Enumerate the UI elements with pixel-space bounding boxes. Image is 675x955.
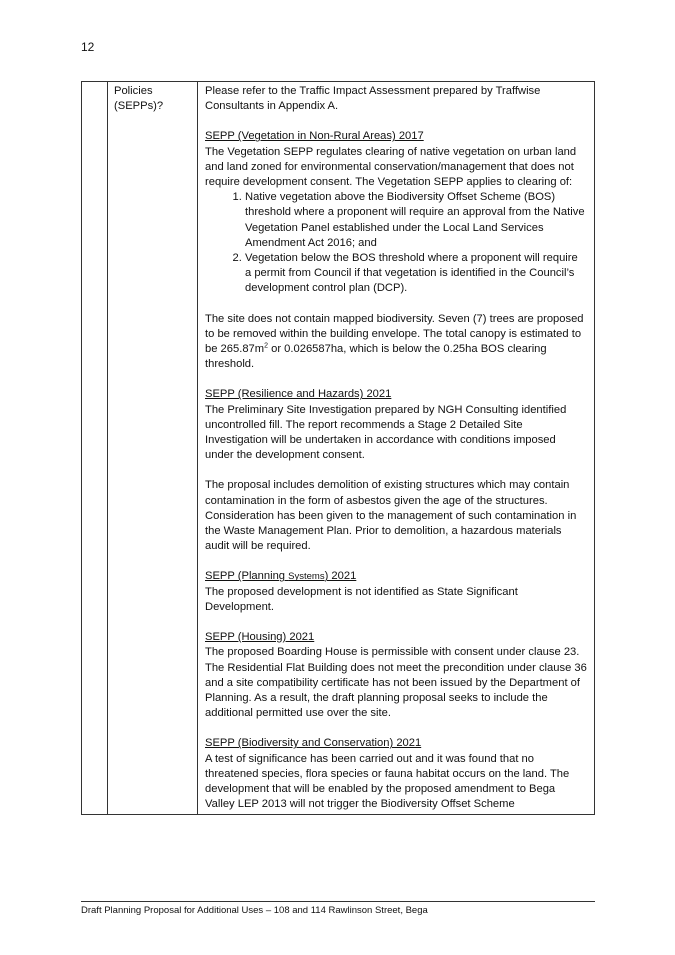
vegetation-heading: SEPP (Vegetation in Non-Rural Areas) 2017 [205, 130, 424, 143]
site-canopy-paragraph [205, 312, 587, 373]
vegetation-clearing-list [205, 190, 587, 296]
policy-label-line2: (SEPPs)? [114, 100, 164, 113]
policy-content-cell [198, 82, 595, 815]
resilience-section [205, 387, 587, 463]
row-number-cell [82, 82, 108, 815]
resilience-heading: SEPP (Resilience and Hazards) 2021 [205, 388, 392, 401]
biodiversity-heading: SEPP (Biodiversity and Conservation) 2021 [205, 737, 422, 750]
demolition-paragraph: The proposal includes demolition of existing structures which may contain contamination in the form of asbestos given the age of the structures. Consideration has been given to the management of such contamination in the Waste Management Plan. Prior to demolition, a hazardous materials audit will be required. [205, 479, 577, 553]
intro-paragraph: Please refer to the Traffic Impact Assessment prepared by Traffwise Consultants in Appendix A. [205, 85, 541, 113]
page-number: 12 [81, 40, 95, 54]
planning-body: The proposed development is not identified as State Significant Development. [205, 585, 518, 613]
table-row [82, 82, 595, 815]
housing-body: The proposed Boarding House is permissible with consent under clause 23. The Residential Flat Building does not meet the precondition under clause 36 and a site compatibility certificate has not been issued by the Department of Planning. As a result, the draft planning proposal seeks to include the additional permitted use over the site. [205, 646, 587, 720]
planning-section [205, 569, 587, 615]
housing-section [205, 630, 587, 721]
planning-heading-b: ) 2021 [324, 570, 357, 583]
policy-label-cell [108, 82, 198, 815]
planning-heading-a: SEPP (Planning [205, 570, 289, 583]
site-canopy-text-a: The site does not contain mapped biodiversity. Seven (7) trees are proposed to be removed within the building envelope. The total canopy is estimated to be 265.87m [205, 312, 584, 356]
policy-label-line1: Policies [114, 85, 153, 97]
planning-heading-small: Systems [288, 571, 325, 583]
policy-table [81, 81, 595, 815]
resilience-body: The Preliminary Site Investigation prepared by NGH Consulting identified uncontrolled fill. The report recommends a Stage 2 Detailed Site Investigation will be undertaken in accordance with conditions imposed under the development consent. [205, 403, 567, 462]
site-canopy-text-b: or 0.026587ha, which is below the 0.25ha BOS clearing threshold. [205, 343, 547, 371]
biodiversity-section [205, 736, 587, 812]
list-item: 1. Native vegetation above the Biodiversity Offset Scheme (BOS) threshold where a proponent will require an approval from the Native Vegetation Panel established under the Local Land Services Amendment Act 2016; and [245, 190, 587, 251]
footer-title: Draft Planning Proposal for Additional Uses – 108 and 114 Rawlinson Street, Bega [81, 905, 428, 916]
planning-heading [205, 569, 587, 584]
list-item: 2. Vegetation below the BOS threshold where a proponent will require a permit from Council if that vegetation is identified in the Council’s development control plan (DCP). [245, 251, 587, 297]
squared-superscript: 2 [264, 342, 268, 350]
housing-heading: SEPP (Housing) 2021 [205, 631, 315, 644]
biodiversity-body: A test of significance has been carried out and it was found that no threatened species, flora species or fauna habitat occurs on the land. The development that will be enabled by the proposed amendment to Bega Valley LEP 2013 will not trigger the Biodiversity Offset Scheme [205, 752, 570, 811]
vegetation-section [205, 129, 587, 296]
footer-divider [81, 901, 595, 902]
vegetation-body: The Vegetation SEPP regulates clearing of native vegetation on urban land and land zoned for environmental conservation/management that does not require development consent. The Vegetation SEPP applies to clearing of: [205, 145, 577, 189]
